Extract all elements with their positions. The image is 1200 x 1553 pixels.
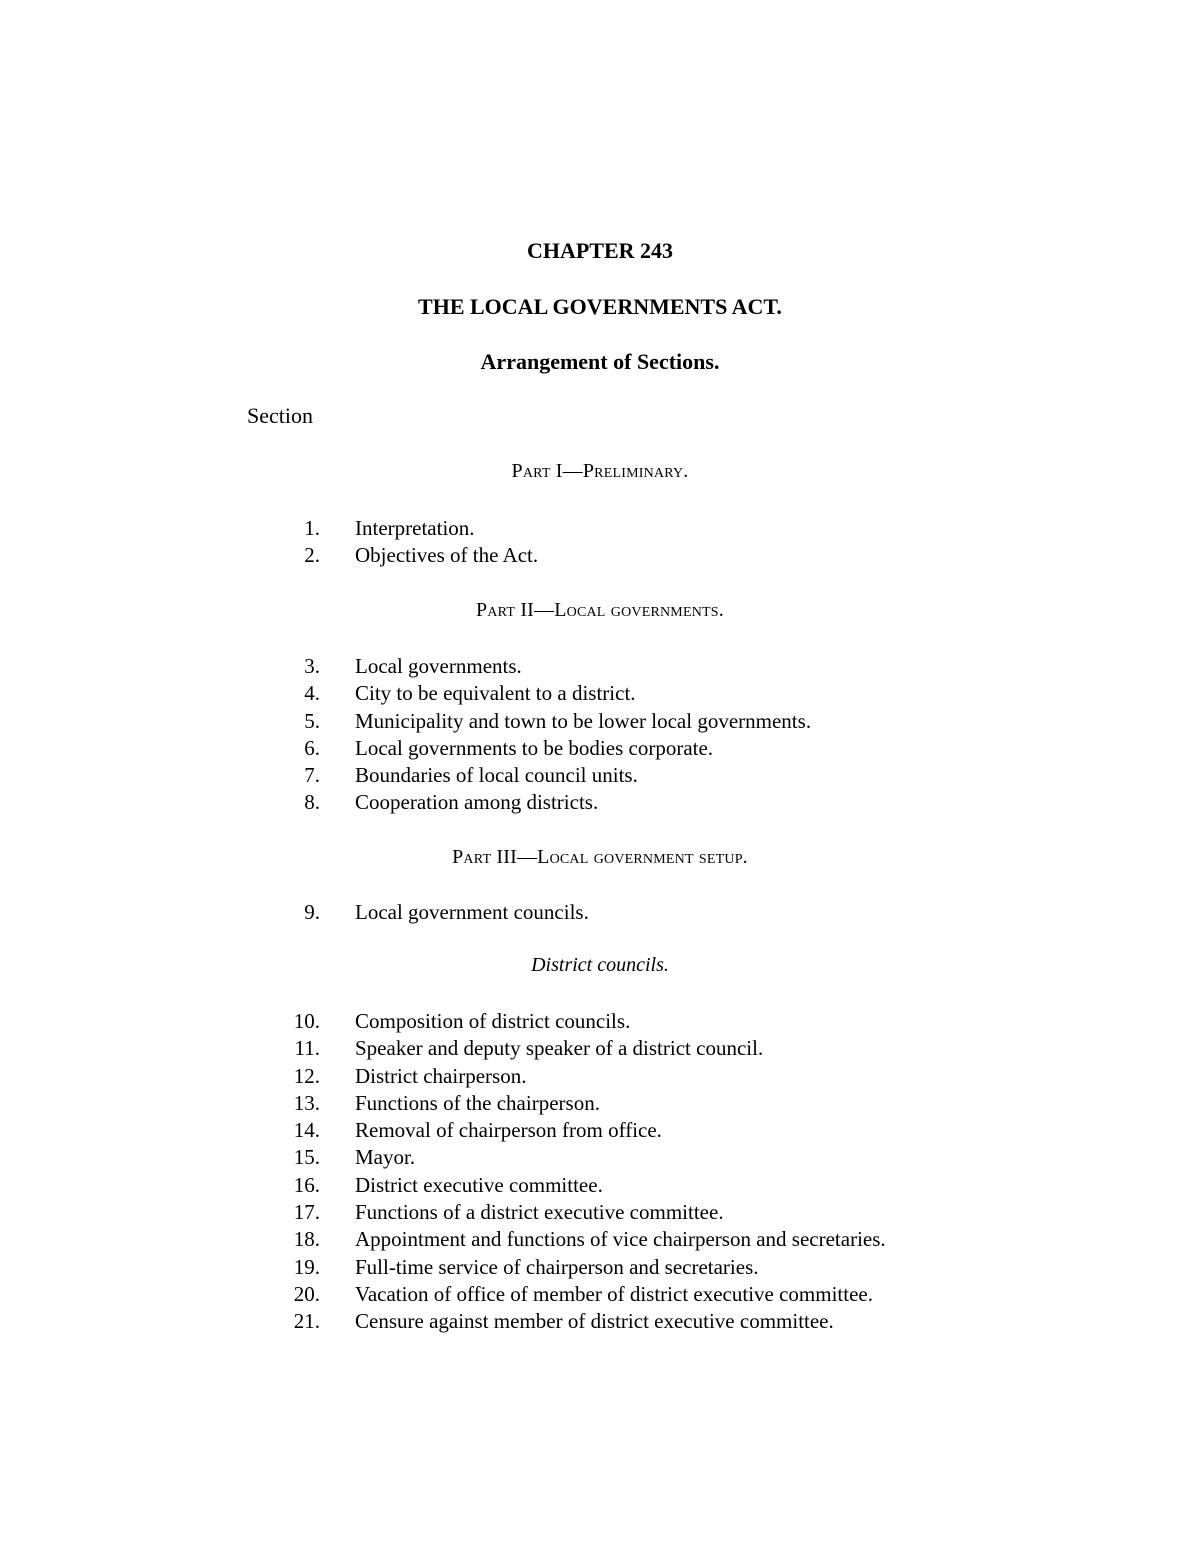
entry-title: Objectives of the Act. <box>355 543 539 568</box>
toc-entry <box>0 681 1200 708</box>
toc-entry <box>0 1309 1200 1336</box>
entry-number: 10. <box>293 1009 320 1033</box>
entry-number: 5. <box>304 708 320 733</box>
toc-entry <box>0 516 1200 543</box>
entry-number: 19. <box>293 1254 320 1279</box>
entry-title: Functions of the chairperson. <box>355 1090 600 1115</box>
toc-entry <box>0 1009 1200 1036</box>
entry-title: City to be equivalent to a district. <box>355 681 636 706</box>
toc-entry <box>0 1091 1200 1118</box>
entry-title: Vacation of office of member of district executive committee. <box>355 1281 873 1306</box>
entry-title: Functions of a district executive committee. <box>355 1200 724 1225</box>
entry-title: Local government councils. <box>355 900 589 924</box>
part-1-heading: Part I—Preliminary. <box>511 460 689 482</box>
part-1-entries <box>0 516 1200 571</box>
entry-number: 2. <box>304 543 320 568</box>
entry-title: District executive committee. <box>355 1172 603 1197</box>
entry-number: 21. <box>293 1309 320 1334</box>
entry-number: 4. <box>304 681 320 706</box>
toc-entry <box>0 1036 1200 1063</box>
entry-title: Local governments. <box>355 654 522 678</box>
district-councils-entries <box>0 1009 1200 1337</box>
entry-title: Mayor. <box>355 1145 416 1170</box>
entry-number: 18. <box>293 1227 320 1252</box>
entry-title: Municipality and town to be lower local governments. <box>355 708 812 733</box>
toc-entry <box>0 1064 1200 1091</box>
chapter-heading: CHAPTER 243 <box>526 238 674 263</box>
district-councils-heading: District councils. <box>531 954 669 976</box>
entry-number: 1. <box>304 516 320 540</box>
entry-title: District chairperson. <box>355 1063 527 1088</box>
entry-number: 7. <box>304 763 320 788</box>
entry-title: Speaker and deputy speaker of a district council. <box>355 1036 764 1061</box>
entry-number: 20. <box>293 1281 320 1306</box>
section-column-label: Section <box>247 403 313 428</box>
entry-number: 16. <box>293 1172 320 1197</box>
toc-entry <box>0 1200 1200 1227</box>
toc-entry <box>0 1282 1200 1309</box>
entry-title: Interpretation. <box>355 516 475 540</box>
entry-number: 11. <box>294 1036 320 1061</box>
toc-entry <box>0 763 1200 790</box>
entry-title: Removal of chairperson from office. <box>355 1118 662 1143</box>
toc-entry <box>0 1118 1200 1145</box>
toc-entry <box>0 543 1200 570</box>
toc-entry <box>0 1173 1200 1200</box>
part-2-entries <box>0 654 1200 818</box>
entry-number: 3. <box>304 654 320 678</box>
toc-entry <box>0 1145 1200 1172</box>
toc-entry <box>0 736 1200 763</box>
entry-title: Cooperation among districts. <box>355 790 599 815</box>
entry-number: 17. <box>293 1200 320 1225</box>
act-title: THE LOCAL GOVERNMENTS ACT. <box>418 294 782 319</box>
toc-entry <box>0 790 1200 817</box>
toc-entry <box>0 900 1200 927</box>
entry-number: 15. <box>293 1145 320 1170</box>
toc-entry <box>0 709 1200 736</box>
entry-title: Appointment and functions of vice chairperson and secretaries. <box>355 1227 886 1252</box>
entry-title: Boundaries of local council units. <box>355 763 638 788</box>
part-3-entries <box>0 900 1200 927</box>
entry-number: 9. <box>304 900 320 924</box>
entry-number: 14. <box>293 1118 320 1143</box>
toc-entry <box>0 1255 1200 1282</box>
toc-entry <box>0 654 1200 681</box>
entry-number: 8. <box>304 790 320 815</box>
arrangement-heading: Arrangement of Sections. <box>480 349 720 374</box>
part-2-heading: Part II—Local governments. <box>476 599 724 621</box>
part-3-heading: Part III—Local government setup. <box>452 846 748 868</box>
entry-number: 6. <box>304 735 320 760</box>
entry-title: Censure against member of district executive committee. <box>355 1309 834 1334</box>
entry-number: 13. <box>293 1090 320 1115</box>
entry-title: Full-time service of chairperson and secretaries. <box>355 1254 759 1279</box>
entry-number: 12. <box>293 1063 320 1088</box>
entry-title: Local governments to be bodies corporate. <box>355 735 714 760</box>
toc-entry <box>0 1227 1200 1254</box>
entry-title: Composition of district councils. <box>355 1009 631 1033</box>
